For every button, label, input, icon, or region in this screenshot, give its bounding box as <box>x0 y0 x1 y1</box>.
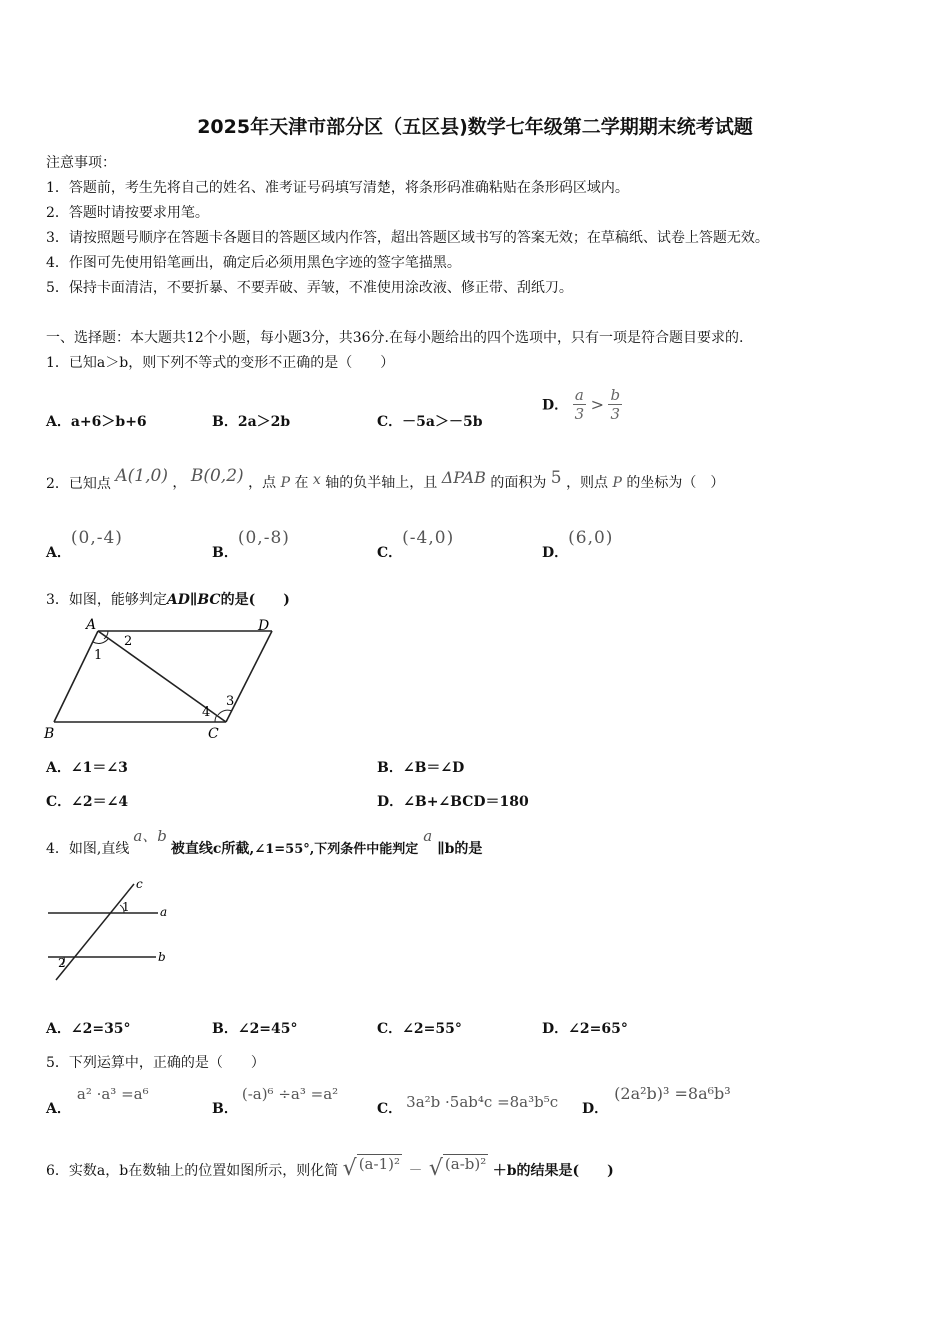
label-b: B <box>44 726 55 742</box>
q3-option-c[interactable]: C．∠2＝∠4 <box>46 794 129 810</box>
q4-stem <box>46 827 483 858</box>
var-x: x <box>312 472 321 488</box>
notice-item: 5．保持卡面清洁，不要折暴、不要弄破、弄皱，不准使用涂改液、修正带、刮纸刀。 <box>46 280 573 296</box>
q5-option-c[interactable] <box>377 1084 559 1117</box>
text: ∠1=55°,下列条件中能判定 <box>254 842 419 857</box>
var-p: P <box>280 475 290 491</box>
label-c: C <box>208 726 219 742</box>
label-d: D <box>258 618 270 634</box>
text: 在 <box>294 475 309 491</box>
notice-heading: 注意事项： <box>46 155 116 171</box>
option-value: (-4,0) <box>402 528 455 548</box>
option-label: C． <box>377 545 403 561</box>
q2-option-b[interactable] <box>212 528 290 561</box>
q5-stem: 5．下列运算中，正确的是（ ） <box>46 1055 265 1071</box>
line-c <box>56 884 134 980</box>
q2-option-c[interactable] <box>377 528 455 561</box>
numerator: a <box>573 386 587 405</box>
q6-stem <box>46 1150 614 1181</box>
q3-option-b[interactable]: B．∠B＝∠D <box>377 760 465 776</box>
q1-option-d-label: D． <box>542 397 569 414</box>
notice-item: 4．作图可先使用铅笔画出，确定后必须用黑色字迹的签字笔描黑。 <box>46 255 461 271</box>
text: 的坐标为（ ） <box>626 475 725 491</box>
option-value: 3a²b ·5ab⁴c =8a³b⁵c <box>406 1093 559 1111</box>
text: ∥b的是 <box>437 841 483 857</box>
denominator: 3 <box>574 405 585 423</box>
radical-sign: √ <box>428 1156 443 1181</box>
option-value: (-a)⁶ ÷a³ =a² <box>241 1085 339 1103</box>
text: 的面积为 <box>490 475 547 491</box>
text: ， <box>172 475 187 491</box>
q4-option-b[interactable]: B．∠2=45° <box>212 1021 298 1037</box>
angle-arc <box>93 639 108 643</box>
q3-parallelogram-figure <box>40 612 290 744</box>
text: 轴的负半轴上，且 <box>325 475 438 491</box>
fraction <box>608 386 622 423</box>
page-title: 2025年天津市部分区（五区县)数学七年级第二学期期末统考试题 <box>197 116 753 138</box>
angle-4-label: 4 <box>202 705 211 720</box>
numerator: b <box>610 386 621 404</box>
radical-sign: √ <box>342 1156 357 1181</box>
text: 4．如图,直线 <box>46 841 130 857</box>
angle-1-label: 1 <box>94 648 103 663</box>
option-label: D． <box>542 545 569 561</box>
operator: > <box>590 395 604 414</box>
notice-item: 2．答题时请按要求用笔。 <box>46 205 209 221</box>
option-value: a² ·a³ =a⁶ <box>76 1085 149 1103</box>
q4-option-d[interactable]: D．∠2=65° <box>542 1021 628 1037</box>
radicand: (a-1)² <box>358 1155 400 1173</box>
angle-3-label: 3 <box>226 694 235 709</box>
q4-option-a[interactable]: A．∠2=35° <box>46 1021 131 1037</box>
q1-option-c[interactable]: C．－5a＞－5b <box>377 414 483 430</box>
point-b: B(0,2) <box>190 466 244 486</box>
option-label: A． <box>46 1101 71 1117</box>
angle-2-label: 2 <box>124 634 133 649</box>
notice-item: 3．请按照题号顺序在答题卡各题目的答题区域内作答，超出答题区域书写的答案无效；在草稿纸、试卷上答题无效。 <box>46 230 769 246</box>
text: 2．已知点 <box>46 476 111 492</box>
text: ＋b的结果是( ) <box>492 1163 614 1179</box>
var-a: a <box>423 827 433 845</box>
q4-transversal-figure <box>40 874 180 986</box>
label-c: c <box>136 877 143 891</box>
radicand: (a-b)² <box>444 1155 487 1173</box>
option-value: (0,-4) <box>70 528 123 548</box>
operator: － <box>408 1163 423 1179</box>
angle-arc <box>215 715 217 722</box>
q5-option-a[interactable] <box>46 1084 149 1117</box>
q1-stem: 1．已知a＞b，则下列不等式的变形不正确的是（ ） <box>46 355 395 371</box>
q2-option-d[interactable] <box>542 528 614 561</box>
text: 的是( ) <box>220 592 290 608</box>
option-value: (0,-8) <box>237 528 290 548</box>
text: 3．如图，能够判定 <box>46 592 167 608</box>
q1-option-d[interactable] <box>542 386 622 423</box>
option-value: (6,0) <box>568 528 614 548</box>
q3-option-a[interactable]: A．∠1＝∠3 <box>46 760 128 776</box>
var-p: P <box>612 475 622 491</box>
text: 被直线c所截, <box>170 841 255 857</box>
number: 5 <box>550 468 562 488</box>
option-label: C． <box>377 1101 403 1117</box>
option-value: (2a²b)³ =8a⁶b³ <box>614 1084 731 1103</box>
angle-1-label: 1 <box>122 900 130 914</box>
q5-option-b[interactable] <box>212 1084 339 1117</box>
option-label: D． <box>582 1101 609 1117</box>
q1-option-b[interactable]: B．2a＞2b <box>212 414 291 430</box>
condition: AD∥BC <box>166 592 221 608</box>
option-label: B． <box>212 1101 238 1117</box>
angle-2-label: 2 <box>58 956 66 970</box>
notice-item: 1．答题前，考生先将自己的姓名、准考证号码填写清楚，将条形码准确粘贴在条形码区域内。 <box>46 180 629 196</box>
q2-option-a[interactable] <box>46 528 123 561</box>
option-label: B． <box>212 545 238 561</box>
section-heading: 一、选择题：本大题共12个小题，每小题3分，共36分.在每小题给出的四个选项中，只有一项是符合题目要求的. <box>46 330 744 346</box>
segment-ab <box>54 631 98 722</box>
option-label: A． <box>46 545 71 561</box>
q3-stem <box>46 589 290 609</box>
triangle-pab: ΔPAB <box>441 468 486 487</box>
label-b: b <box>158 950 166 964</box>
label-a: a <box>160 905 168 919</box>
lines-ab: a、b <box>133 827 167 845</box>
denominator: 3 <box>610 405 621 423</box>
q3-option-d[interactable]: D．∠B+∠BCD＝180 <box>377 794 529 810</box>
q5-option-d[interactable] <box>582 1084 731 1117</box>
text: ，则点 <box>566 475 609 491</box>
q2-stem <box>46 466 725 493</box>
q1-option-a[interactable]: A．a+6＞b+6 <box>46 414 147 430</box>
label-a: A <box>86 617 97 633</box>
text: 6．实数a，b在数轴上的位置如图所示，则化简 <box>46 1163 339 1179</box>
fraction <box>573 386 587 423</box>
text: ，点 <box>248 475 277 491</box>
point-a: A(1,0) <box>115 466 168 486</box>
q4-option-c[interactable]: C．∠2=55° <box>377 1021 462 1037</box>
